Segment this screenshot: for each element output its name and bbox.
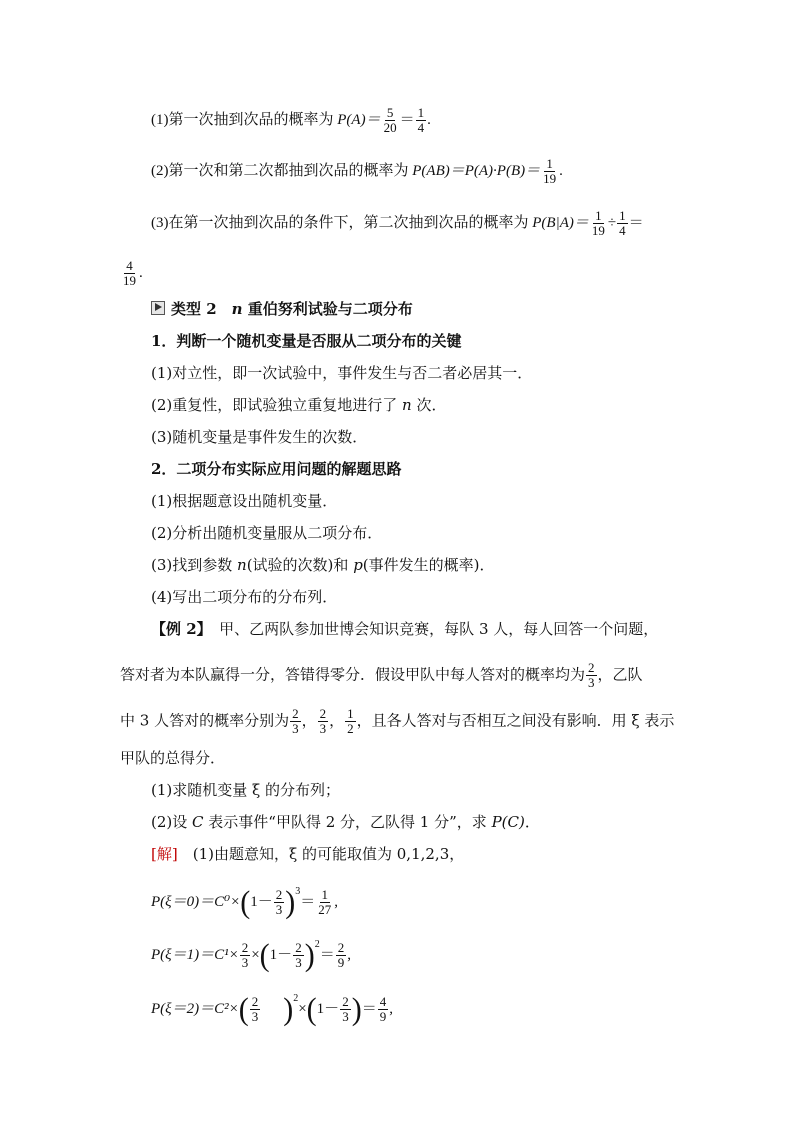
play-triangle-icon (151, 301, 165, 315)
solution-line-1 (151, 844, 464, 864)
exponent: 2 (314, 939, 320, 950)
left-paren: ( (238, 991, 249, 1027)
fraction (250, 995, 261, 1024)
comma: , (347, 947, 351, 963)
eq-inner: 1－ (250, 894, 273, 910)
equals: ＝ (300, 894, 316, 910)
numerator: 2 (588, 660, 595, 675)
numerator: 1 (321, 887, 328, 903)
c-variable: C (192, 813, 204, 831)
exponent: 2 (293, 993, 299, 1004)
example-text: 甲、乙两队参加世博会知识竞赛，每队 3 人，每人回答一个问题， (204, 620, 659, 638)
fraction (274, 888, 285, 917)
times: × (298, 1001, 307, 1017)
period: . (139, 264, 143, 281)
numerator: 4 (379, 994, 387, 1010)
example-2-question-2 (151, 812, 540, 832)
eq-inner: 1－ (269, 947, 293, 963)
example-text: 中 3 人答对的概率分别为 (120, 711, 290, 730)
denominator: 19 (123, 273, 136, 288)
eq-lhs: P(ξ＝0)＝C⁰× (151, 894, 241, 910)
part3-text: (3)在第一次抽到次品的条件下，第二次抽到次品的概率为 (151, 214, 533, 231)
denominator: 3 (588, 675, 595, 690)
left-paren: ( (259, 937, 270, 973)
n-variable: n (237, 556, 247, 574)
numerator: 2 (241, 940, 249, 956)
solution-text: (1)由题意知，ξ 的可能取值为 0,1,2,3， (177, 845, 465, 863)
example-tag: 【例 2】 (151, 620, 205, 638)
numerator: 2 (337, 940, 345, 956)
fraction (345, 707, 356, 736)
item-text: (3)找到参数 (151, 556, 238, 574)
fraction (293, 941, 304, 970)
numerator: 2 (275, 887, 283, 903)
comma: , (389, 1001, 393, 1017)
numerator: 4 (126, 258, 133, 273)
part2-text: (2)第一次和第二次都抽到次品的概率为 (151, 162, 413, 179)
fraction (340, 995, 351, 1024)
denominator: 2 (347, 721, 354, 736)
item-mid: (试验的次数)和 (246, 556, 354, 574)
eq-lhs: P(ξ＝2)＝C²× (151, 1001, 239, 1017)
example-2-line-3 (120, 707, 674, 736)
list-item (151, 555, 495, 575)
solution-part-2 (151, 157, 563, 186)
part1-text: (1)第一次抽到次品的概率为 (151, 111, 338, 128)
heading-2: 2．二项分布实际应用问题的解题思路 (151, 460, 402, 478)
denominator: 19 (543, 171, 557, 186)
denominator: 20 (383, 120, 397, 135)
period: . (427, 111, 431, 128)
list-item: (4)写出二项分布的分布列． (151, 588, 338, 606)
numerator: 1 (347, 706, 354, 721)
exponent: 3 (295, 886, 301, 897)
numerator: 1 (595, 208, 602, 223)
example-text: ，乙队 (597, 665, 643, 684)
fraction (382, 106, 399, 135)
list-item: (3)随机变量是事件发生的次数． (151, 428, 368, 446)
fraction (290, 707, 301, 736)
solution-part-3-result (120, 259, 143, 288)
equals: ＝ (399, 111, 415, 128)
fraction (121, 259, 138, 288)
times: × (251, 947, 260, 963)
fraction (617, 209, 628, 238)
numerator: 1 (619, 208, 626, 223)
fraction (240, 941, 251, 970)
equation-p2 (151, 989, 393, 1025)
denominator: 3 (251, 1009, 259, 1025)
numerator: 1 (417, 105, 425, 120)
equation-p0 (151, 882, 338, 918)
section-heading-type2 (151, 299, 413, 319)
separator: ， (301, 711, 317, 730)
example-2-line-4: 甲队的总得分． (120, 749, 226, 767)
fraction (590, 209, 607, 238)
denominator: 4 (417, 120, 425, 135)
equation-p1 (151, 935, 351, 971)
fraction (586, 661, 597, 690)
numerator: 2 (292, 706, 299, 721)
heading-1: 1．判断一个随机变量是否服从二项分布的关键 (151, 332, 462, 350)
example-2-line-2 (120, 661, 643, 690)
denominator: 4 (619, 223, 626, 238)
numerator: 2 (251, 994, 259, 1010)
denominator: 19 (591, 223, 605, 238)
denominator: 3 (319, 721, 327, 736)
example-text: 答对者为本队赢得一分，答错得零分．假设甲队中每人答对的概率均为 (120, 665, 586, 684)
n-variable: n (402, 396, 412, 414)
q-end: ． (524, 813, 540, 831)
denominator: 9 (379, 1009, 387, 1025)
right-paren: ) (285, 884, 296, 920)
fraction (416, 106, 427, 135)
fraction (336, 941, 347, 970)
equals: ＝ (628, 214, 644, 231)
comma: , (334, 894, 338, 910)
denominator: 3 (295, 955, 302, 971)
fraction (318, 707, 329, 736)
part3-lhs: P(B|A)＝ (532, 214, 589, 231)
eq-inner: 1－ (316, 1001, 340, 1017)
right-paren: ) (351, 991, 362, 1027)
item-text: (2)重复性，即试验独立重复地进行了 (151, 396, 403, 414)
right-paren: ) (304, 937, 315, 973)
denominator: 3 (342, 1009, 349, 1025)
fraction (378, 995, 389, 1024)
example-2-line-1 (151, 619, 658, 639)
list-item: (1)根据题意设出随机变量． (151, 492, 338, 510)
denominator: 9 (337, 955, 345, 971)
part1-lhs: P(A)＝ (337, 111, 381, 128)
denominator: 3 (241, 955, 249, 971)
solution-tag: [解] (151, 845, 178, 863)
equals: ＝ (361, 1001, 377, 1017)
left-paren: ( (240, 884, 251, 920)
divide-sign: ÷ (607, 214, 617, 231)
denominator: 3 (292, 721, 299, 736)
solution-part-3 (151, 209, 644, 238)
denominator: 27 (318, 902, 332, 918)
type-label: 类型 2 (171, 300, 232, 318)
list-item: (1)对立性，即一次试验中，事件发生与否二者必居其一． (151, 364, 533, 382)
item-end: 次． (411, 396, 447, 414)
q-text: (2)设 (151, 813, 193, 831)
pc-expression: P(C) (491, 813, 525, 831)
list-item (151, 395, 446, 415)
solution-part-1 (151, 106, 431, 135)
n-variable: n (231, 300, 243, 318)
p-variable: p (353, 556, 363, 574)
left-paren: ( (306, 991, 317, 1027)
fraction (541, 157, 558, 186)
item-end: (事件发生的概率)． (362, 556, 495, 574)
fraction (316, 888, 333, 917)
equals: ＝ (319, 947, 335, 963)
denominator: 3 (275, 902, 283, 918)
q-text: 表示事件“甲队得 2 分，乙队得 1 分”，求 (203, 813, 492, 831)
type-title: 重伯努利试验与二项分布 (242, 300, 413, 318)
numerator: 2 (295, 940, 302, 956)
period: . (559, 162, 563, 179)
numerator: 5 (386, 105, 394, 120)
numerator: 1 (546, 156, 553, 171)
numerator: 2 (319, 706, 327, 721)
example-text: ，且各人答对与否相互之间没有影响．用 ξ 表示 (356, 711, 675, 730)
numerator: 2 (342, 994, 349, 1010)
eq-lhs: P(ξ＝1)＝C¹× (151, 947, 239, 963)
list-item: (2)分析出随机变量服从二项分布． (151, 524, 383, 542)
part2-lhs: P(AB)＝P(A)·P(B)＝ (412, 162, 541, 179)
separator: ， (329, 711, 345, 730)
example-2-question-1: (1)求随机变量 ξ 的分布列； (151, 781, 341, 799)
right-paren: ) (283, 991, 294, 1027)
